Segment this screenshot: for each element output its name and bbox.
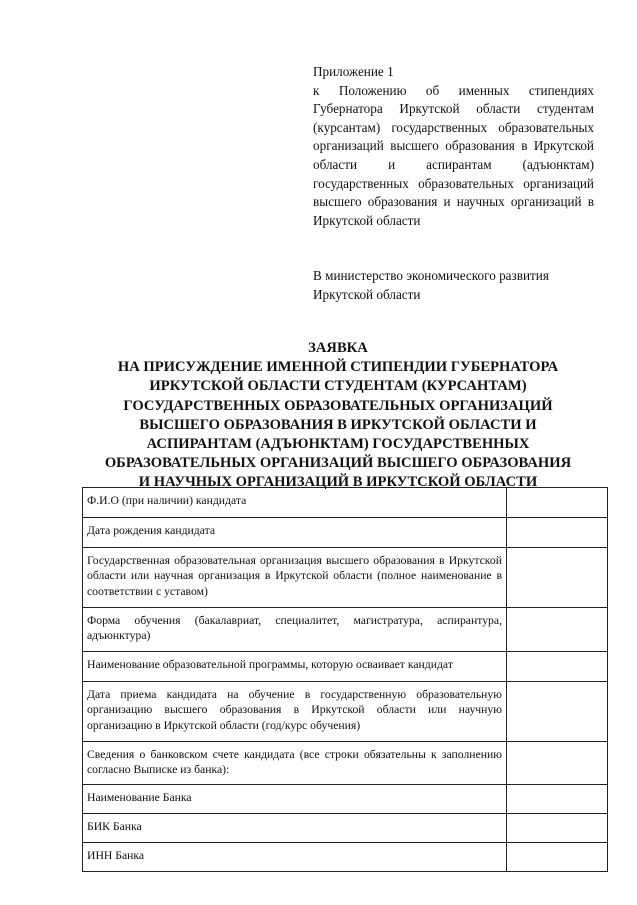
table-row (83, 843, 608, 872)
field-label-bank-inn: ИНН Банка (83, 843, 507, 872)
appendix-title: Приложение 1 (313, 64, 394, 79)
document-heading (60, 339, 616, 493)
field-label-birth-date: Дата рождения кандидата (83, 518, 507, 548)
field-label-bank-bik: БИК Банка (83, 814, 507, 843)
table-row (83, 518, 608, 548)
field-label-bank-account-info: Сведения о банковском счете кандидата (все строки обязательны к заполнению согласно Выписке из банка): (83, 742, 507, 785)
field-value-full-name[interactable] (507, 488, 608, 518)
field-label-study-form: Форма обучения (бакалавриат, специалитет, магистратура, аспирантура, адъюнктура) (83, 608, 507, 652)
field-value-birth-date[interactable] (507, 518, 608, 548)
heading-line: ГОСУДАРСТВЕННЫХ ОБРАЗОВАТЕЛЬНЫХ ОРГАНИЗАЦИЙ (123, 397, 553, 414)
field-label-program: Наименование образовательной программы, которую осваивает кандидат (83, 652, 507, 682)
field-value-program[interactable] (507, 652, 608, 682)
heading-line: ИРКУТСКОЙ ОБЛАСТИ СТУДЕНТАМ (КУРСАНТАМ) (149, 378, 527, 395)
heading-line: ВЫСШЕГО ОБРАЗОВАНИЯ В ИРКУТСКОЙ ОБЛАСТИ И (139, 416, 537, 433)
field-label-organization: Государственная образовательная организация высшего образования в Иркутской области или научная организация в Иркутской области (полное наименование в соответствии с уставом) (83, 548, 507, 608)
table-row (83, 785, 608, 814)
table-row (83, 814, 608, 843)
addressee: В министерство экономического развития Иркутской области (313, 268, 549, 302)
heading-line: ОБРАЗОВАТЕЛЬНЫХ ОРГАНИЗАЦИЙ ВЫСШЕГО ОБРАЗОВАНИЯ (104, 455, 572, 472)
field-value-study-form[interactable] (507, 608, 608, 652)
field-label-full-name: Ф.И.О (при наличии) кандидата (83, 488, 507, 518)
field-value-bank-name[interactable] (507, 785, 608, 814)
field-value-organization[interactable] (507, 548, 608, 608)
table-row (83, 682, 608, 742)
field-value-admission-date[interactable] (507, 682, 608, 742)
table-row (83, 608, 608, 652)
appendix-text: к Положению об именных стипендиях Губернатора Иркутской области студентам (курсантам) государственных образовательных организаций высшего образования в Иркутской области и аспирантам (адъюнктам) государственных образовательных организаций высшего образования и научных организаций в Иркутской области (313, 82, 594, 228)
heading-line: НА ПРИСУЖДЕНИЕ ИМЕННОЙ СТИПЕНДИИ ГУБЕРНАТОРА (117, 359, 559, 376)
field-value-bank-bik[interactable] (507, 814, 608, 843)
field-label-bank-name: Наименование Банка (83, 785, 507, 814)
application-form-table (82, 487, 608, 872)
field-value-bank-account-info[interactable] (507, 742, 608, 785)
heading-line: АСПИРАНТАМ (АДЪЮНКТАМ) ГОСУДАРСТВЕННЫХ (146, 436, 530, 453)
appendix-block (313, 63, 594, 230)
heading-line: И НАУЧНЫХ ОРГАНИЗАЦИЙ В ИРКУТСКОЙ ОБЛАСТИ (138, 474, 538, 491)
table-row (83, 652, 608, 682)
field-value-bank-inn[interactable] (507, 843, 608, 872)
table-row (83, 742, 608, 785)
heading-title: ЗАЯВКА (308, 340, 368, 356)
table-row (83, 488, 608, 518)
table-row (83, 548, 608, 608)
field-label-admission-date: Дата приема кандидата на обучение в государственную образовательную организацию высшего образования в Иркутской области или научную организацию в Иркутской области (год/курс обучения) (83, 682, 507, 742)
